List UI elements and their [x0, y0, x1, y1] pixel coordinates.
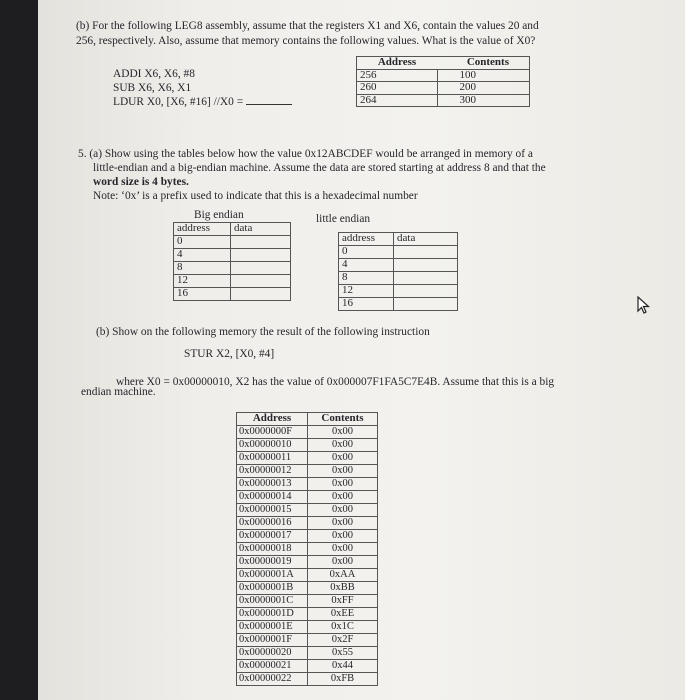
table-row: [174, 288, 291, 301]
address-cell: 0x0000001C: [237, 594, 308, 607]
memory-table: [236, 412, 378, 686]
data-cell[interactable]: [231, 236, 291, 249]
table-row: [357, 82, 530, 95]
address-cell: 256: [357, 69, 438, 82]
table-row: [237, 425, 378, 438]
memory-table-body: [237, 425, 378, 685]
address-cell: 4: [174, 249, 231, 262]
table-row: [237, 672, 378, 685]
data-cell[interactable]: [231, 288, 291, 301]
contents-cell: 0x00: [308, 490, 378, 503]
data-cell[interactable]: [394, 285, 458, 298]
table-row: [339, 272, 458, 285]
col-header-address: Address: [237, 413, 308, 426]
table-row: [237, 581, 378, 594]
table-row: [174, 262, 291, 275]
address-cell: 0x00000012: [237, 464, 308, 477]
contents-cell: 0xEE: [308, 607, 378, 620]
table-row: [339, 259, 458, 272]
little-endian-table: [338, 232, 458, 311]
address-cell: 0x00000022: [237, 672, 308, 685]
col-header-contents: Contents: [437, 57, 530, 70]
address-cell: 0x00000013: [237, 477, 308, 490]
data-cell[interactable]: [231, 262, 291, 275]
contents-cell: 0x1C: [308, 620, 378, 633]
address-cell: 260: [357, 82, 438, 95]
address-cell: 16: [174, 288, 231, 301]
code-line-addi: ADDI X6, X6, #8: [113, 68, 195, 80]
table-row: [237, 503, 378, 516]
address-cell: 4: [339, 259, 394, 272]
data-cell[interactable]: [231, 275, 291, 288]
contents-cell: 0x00: [308, 425, 378, 438]
table-row: [237, 529, 378, 542]
address-cell: 12: [339, 285, 394, 298]
contents-cell: 0x2F: [308, 633, 378, 646]
address-cell: 0x0000001B: [237, 581, 308, 594]
q5a-note: Note: ‘0x’ is a prefix used to indicate that this is a hexadecimal number: [93, 190, 418, 202]
address-cell: 0x0000001D: [237, 607, 308, 620]
address-cell: 0x0000001E: [237, 620, 308, 633]
q5b-prompt: (b) Show on the following memory the result of the following instruction: [96, 326, 430, 338]
q5b-where-line1: where X0 = 0x00000010, X2 has the value of 0x000007F1FA5C7E4B. Assume that this is a big: [116, 376, 555, 388]
data-cell[interactable]: [231, 249, 291, 262]
data-cell[interactable]: [394, 259, 458, 272]
address-cell: 12: [174, 275, 231, 288]
col-header-address: Address: [357, 57, 438, 70]
data-cell[interactable]: [394, 272, 458, 285]
q5b-where-line2: endian machine.: [81, 386, 156, 398]
table-row: [237, 594, 378, 607]
contents-cell: 100: [437, 69, 530, 82]
contents-cell: 0x00: [308, 503, 378, 516]
table-row: [237, 646, 378, 659]
address-cell: 0x00000018: [237, 542, 308, 555]
address-cell: 0x00000011: [237, 451, 308, 464]
table-row: [237, 620, 378, 633]
contents-cell: 0x00: [308, 542, 378, 555]
table-row: [237, 490, 378, 503]
table-row: [237, 542, 378, 555]
contents-cell: 0x00: [308, 438, 378, 451]
q5a-prompt-line3: word size is 4 bytes.: [93, 176, 189, 188]
q5a-prompt-line2: little-endian and a big-endian machine. Assume the data are stored starting at address 8 and that the: [93, 162, 546, 174]
address-cell: 0x00000014: [237, 490, 308, 503]
contents-cell: 0x00: [308, 555, 378, 568]
col-header-data: data: [394, 233, 458, 246]
address-cell: 0: [174, 236, 231, 249]
worksheet-page: [38, 0, 685, 700]
big-endian-title: Big endian: [194, 209, 244, 221]
table-row: [174, 236, 291, 249]
table-row: [237, 633, 378, 646]
table-row: [339, 285, 458, 298]
code-line-sub: SUB X6, X6, X1: [113, 82, 192, 94]
table-row: [339, 298, 458, 311]
code-line-ldur-text: LDUR X0, [X6, #16] //X0 =: [113, 96, 244, 108]
contents-cell: 200: [437, 82, 530, 95]
table-row: [237, 464, 378, 477]
address-cell: 0: [339, 246, 394, 259]
table-row: [237, 477, 378, 490]
contents-cell: 0xFB: [308, 672, 378, 685]
q4b-memory-table: [356, 56, 530, 107]
table-row: [237, 607, 378, 620]
address-cell: 0x00000019: [237, 555, 308, 568]
data-cell[interactable]: [394, 298, 458, 311]
contents-cell: 0xBB: [308, 581, 378, 594]
table-row: [237, 568, 378, 581]
address-cell: 0x0000000F: [237, 425, 308, 438]
q5a-prompt-line1: 5. (a) Show using the tables below how the value 0x12ABCDEF would be arranged in memory of a: [78, 148, 533, 160]
col-header-data: data: [231, 223, 291, 236]
contents-cell: 300: [437, 94, 530, 107]
address-cell: 0x0000001A: [237, 568, 308, 581]
address-cell: 0x00000010: [237, 438, 308, 451]
address-cell: 0x00000017: [237, 529, 308, 542]
big-endian-table: [173, 222, 291, 301]
address-cell: 8: [339, 272, 394, 285]
little-endian-title: little endian: [316, 213, 371, 225]
code-line-ldur: [113, 96, 292, 108]
table-row: [339, 246, 458, 259]
address-cell: 8: [174, 262, 231, 275]
contents-cell: 0x00: [308, 516, 378, 529]
contents-cell: 0xFF: [308, 594, 378, 607]
contents-cell: 0xAA: [308, 568, 378, 581]
answer-blank[interactable]: [246, 103, 292, 105]
col-header-contents: Contents: [308, 413, 378, 426]
q4b-prompt-line2: 256, respectively. Also, assume that memory contains the following values. What is the value of X0?: [76, 35, 536, 47]
address-cell: 0x00000015: [237, 503, 308, 516]
col-header-address: address: [174, 223, 231, 236]
data-cell[interactable]: [394, 246, 458, 259]
table-row: [237, 659, 378, 672]
contents-cell: 0x00: [308, 451, 378, 464]
table-row: [237, 516, 378, 529]
contents-cell: 0x44: [308, 659, 378, 672]
instruction-text: STUR X2, [X0, #4]: [184, 348, 275, 360]
table-row: [237, 451, 378, 464]
contents-cell: 0x00: [308, 464, 378, 477]
table-row: [237, 555, 378, 568]
col-header-address: address: [339, 233, 394, 246]
address-cell: 0x00000016: [237, 516, 308, 529]
table-row: [237, 438, 378, 451]
contents-cell: 0x00: [308, 477, 378, 490]
q4b-prompt-line1: (b) For the following LEG8 assembly, assume that the registers X1 and X6, contain the values 20 and: [76, 20, 539, 32]
address-cell: 0x00000021: [237, 659, 308, 672]
table-row: [357, 69, 530, 82]
table-row: [357, 94, 530, 107]
address-cell: 264: [357, 94, 438, 107]
table-row: [174, 275, 291, 288]
address-cell: 0x00000020: [237, 646, 308, 659]
contents-cell: 0x00: [308, 529, 378, 542]
address-cell: 16: [339, 298, 394, 311]
address-cell: 0x0000001F: [237, 633, 308, 646]
mouse-pointer-icon: [636, 296, 652, 316]
contents-cell: 0x55: [308, 646, 378, 659]
table-row: [174, 249, 291, 262]
